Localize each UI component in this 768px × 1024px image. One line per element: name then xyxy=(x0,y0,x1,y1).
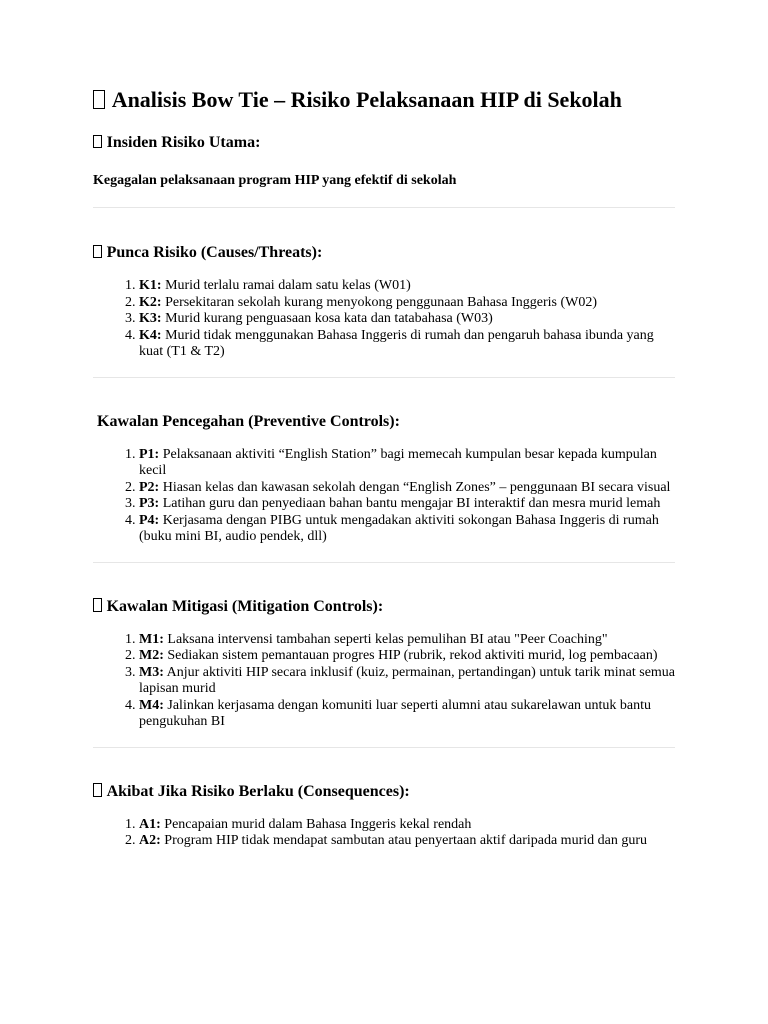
consequences-list xyxy=(93,817,675,850)
list-item: 2. P2: Hiasan kelas dan kawasan sekolah dengan “English Zones” – penggunaan BI secara visual xyxy=(139,480,675,497)
list-item: 3. P3: Latihan guru dan penyediaan bahan bantu mengajar BI interaktif dan mesra murid lemah xyxy=(139,496,675,513)
list-item: 4. K4: Murid tidak menggunakan Bahasa Inggeris di rumah dan pengaruh bahasa ibunda yang kuat (T1 & T2) xyxy=(139,328,675,361)
missing-glyph-icon xyxy=(93,783,102,797)
list-item: 4. P4: Kerjasama dengan PIBG untuk mengadakan aktiviti sokongan Bahasa Inggeris di rumah (buku mini BI, audio pendek, dll) xyxy=(139,513,675,546)
missing-glyph-icon xyxy=(93,135,102,149)
preventive-heading: Kawalan Pencegahan (Preventive Controls): xyxy=(97,412,400,430)
list-item: 3. M3: Anjur aktiviti HIP secara inklusif (kuiz, permainan, pertandingan) untuk tarik minat semua lapisan murid xyxy=(139,665,675,698)
list-item: 4. M4: Jalinkan kerjasama dengan komuniti luar seperti alumni atau sukarelawan untuk bantu pengukuhan BI xyxy=(139,698,675,731)
incident-text: Kegagalan pelaksanaan program HIP yang efektif di sekolah xyxy=(93,173,457,188)
list-item: 1. A1: Pencapaian murid dalam Bahasa Inggeris kekal rendah xyxy=(139,817,675,834)
missing-glyph-icon xyxy=(93,90,105,109)
mitigation-heading: Kawalan Mitigasi (Mitigation Controls): xyxy=(93,597,675,617)
missing-glyph-icon xyxy=(93,598,102,612)
section-divider xyxy=(93,377,675,378)
mitigation-list xyxy=(93,632,675,731)
incident-heading: Insiden Risiko Utama: xyxy=(93,133,675,153)
section-divider xyxy=(93,562,675,563)
causes-heading: Punca Risiko (Causes/Threats): xyxy=(93,243,675,263)
preventive-list xyxy=(93,447,675,546)
causes-list xyxy=(93,278,675,361)
document-title: Analisis Bow Tie – Risiko Pelaksanaan HIP di Sekolah xyxy=(93,86,675,114)
list-item: 1. M1: Laksana intervensi tambahan seperti kelas pemulihan BI atau "Peer Coaching" xyxy=(139,632,675,649)
section-divider xyxy=(93,747,675,748)
list-item: 1. K1: Murid terlalu ramai dalam satu kelas (W01) xyxy=(139,278,675,295)
consequences-heading: Akibat Jika Risiko Berlaku (Consequences): xyxy=(93,782,675,802)
section-divider xyxy=(93,207,675,208)
list-item: 3. K3: Murid kurang penguasaan kosa kata dan tatabahasa (W03) xyxy=(139,311,675,328)
list-item: 2. K2: Persekitaran sekolah kurang menyokong penggunaan Bahasa Inggeris (W02) xyxy=(139,295,675,312)
list-item: 2. A2: Program HIP tidak mendapat sambutan atau penyertaan aktif daripada murid dan guru xyxy=(139,833,675,850)
list-item: 2. M2: Sediakan sistem pemantauan progres HIP (rubrik, rekod aktiviti murid, log pembacaan) xyxy=(139,648,675,665)
list-item: 1. P1: Pelaksanaan aktiviti “English Station” bagi memecah kumpulan besar kepada kumpulan kecil xyxy=(139,447,675,480)
missing-glyph-icon xyxy=(93,245,102,259)
